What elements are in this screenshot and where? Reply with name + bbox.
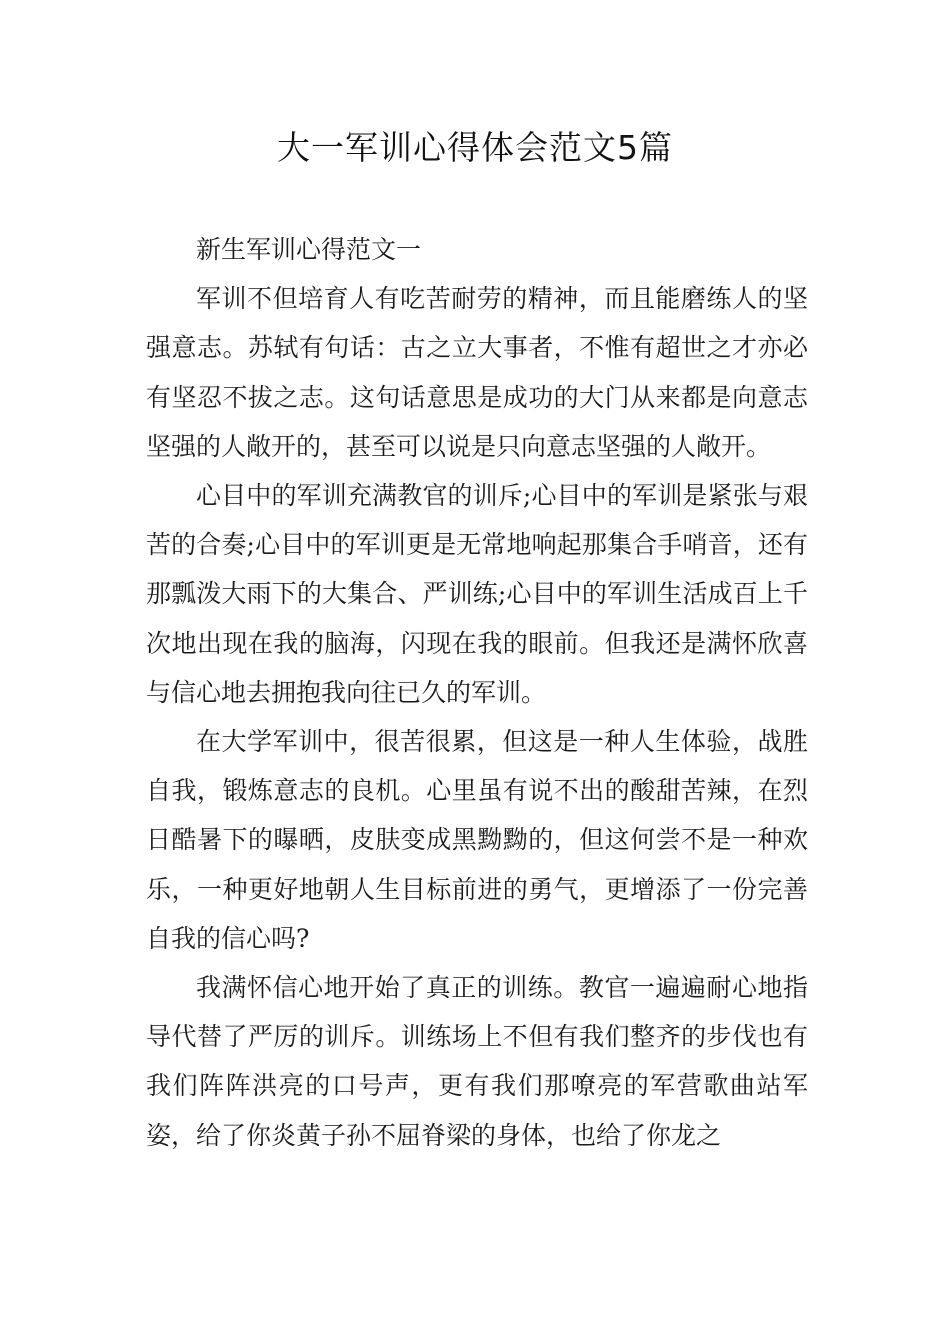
paragraph: 军训不但培育人有吃苦耐劳的精神，而且能磨练人的坚强意志。苏轼有句话：古之立大事者，不惟有超世之才亦必有坚忍不拔之志。这句话意思是成功的大门从来都是向意志坚强的人敞开的，甚至可以说是只向意志坚强的人敞开。 <box>146 284 808 461</box>
document-title: 大一军训心得体会范文5篇 <box>277 128 673 167</box>
section-heading: 新生军训心得范文一 <box>196 235 422 264</box>
paragraph: 心目中的军训充满教官的训斥;心目中的军训是紧张与艰苦的合奏;心目中的军训更是无常地响起那集合手哨音，还有那瓢泼大雨下的大集合、严训练;心目中的军训生活成百上千次地出现在我的脑海，闪现在我的眼前。但我还是满怀欣喜与信心地去拥抱我向往已久的军训。 <box>146 481 808 707</box>
document-body <box>146 225 808 1160</box>
paragraph: 我满怀信心地开始了真正的训练。教官一遍遍耐心地指导代替了严厉的训斥。训练场上不但有我们整齐的步伐也有我们阵阵洪亮的口号声，更有我们那嘹亮的军营歌曲站军姿，给了你炎黄子孙不屈脊梁的身体，也给了你龙之 <box>146 973 808 1150</box>
paragraph: 在大学军训中，很苦很累，但这是一种人生体验，战胜自我，锻炼意志的良机。心里虽有说不出的酸甜苦辣，在烈日酷暑下的曝晒，皮肤变成黑黝黝的，但这何尝不是一种欢乐，一种更好地朝人生目标前进的勇气，更增添了一份完善自我的信心吗? <box>146 727 808 953</box>
